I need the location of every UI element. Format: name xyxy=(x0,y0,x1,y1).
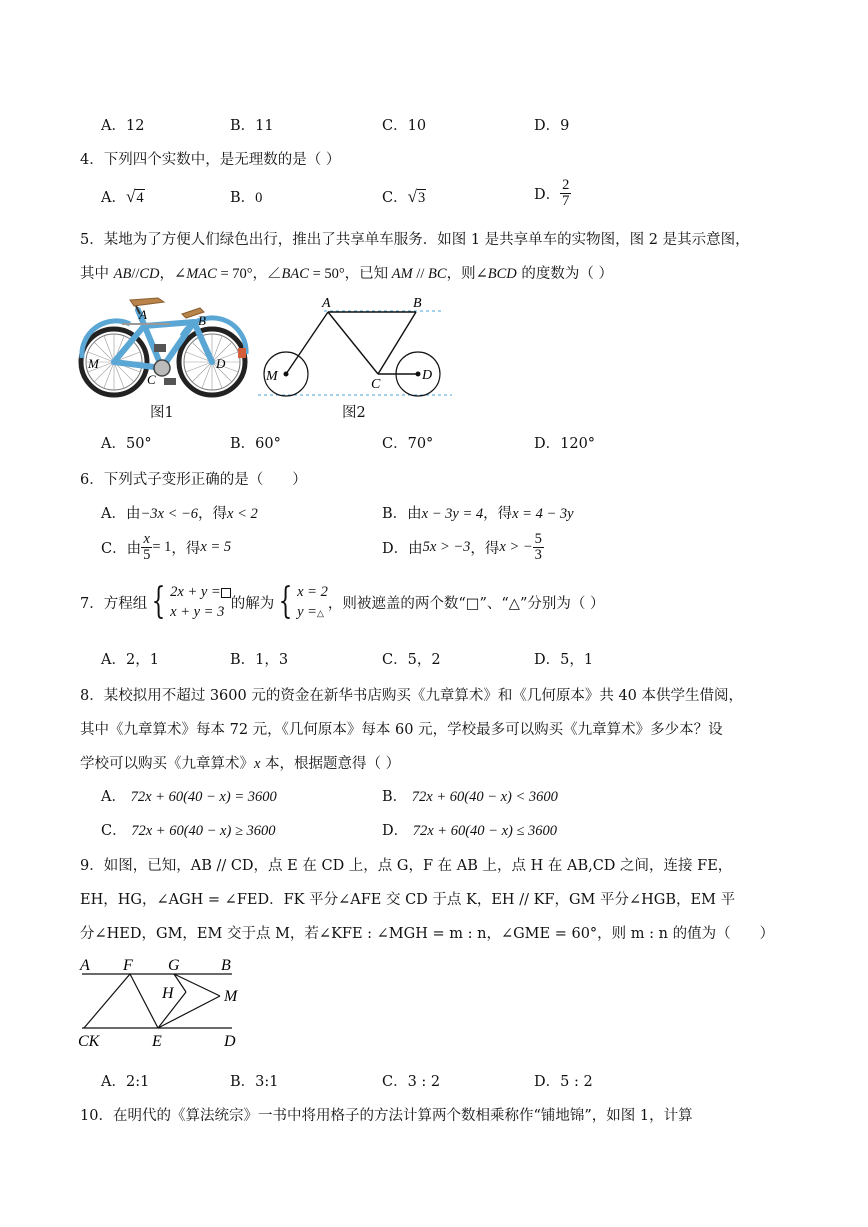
q3-option-b: B．11 xyxy=(230,118,274,134)
covered-square xyxy=(221,588,231,598)
q6-option-d: D．由5x > −3，得x > − $\frac{5}{3}$ xyxy=(382,531,542,564)
q5-option-c: C．70° xyxy=(382,436,434,452)
q9-label-g: G xyxy=(168,957,180,974)
fig2-label-b: B xyxy=(413,296,422,311)
q3-option-c: C．10 xyxy=(382,118,427,134)
q8-option-c: C． 72x + 60(40 − x) ≥ 3600 xyxy=(101,823,276,839)
fig1-label-a: A xyxy=(139,307,147,322)
q3-option-d: D．9 xyxy=(534,118,570,134)
fig1-label-m: M xyxy=(88,356,99,371)
q4-b-label: B． xyxy=(230,190,256,206)
fig2-caption: 图2 xyxy=(342,405,366,421)
q6-stem: 6．下列式子变形正确的是（ ） xyxy=(80,472,307,488)
q4-option-a: A．√4 xyxy=(101,187,144,206)
q9-option-c: C．3 : 2 xyxy=(382,1074,441,1090)
q4-d-label: D． xyxy=(534,187,561,204)
fig2-label-a: A xyxy=(322,296,331,311)
fig2-label-c: C xyxy=(371,377,381,392)
q4-option-d xyxy=(534,178,571,209)
q9-label-d: D xyxy=(224,1033,236,1050)
q8-line1: 8．某校拟用不超过 3600 元的资金在新华书店购买《九章算术》和《几何原本》共 40 本供学生借阅， xyxy=(80,688,744,704)
q9-label-h: H xyxy=(162,985,174,1002)
q7-option-d: D．5，1 xyxy=(534,652,594,668)
q8-line2: 其中《九章算术》每本 72 元，《几何原本》每本 60 元，学校最多可以购买《九章算术》多少本？设 xyxy=(80,722,723,738)
q4-d-denominator: 7 xyxy=(562,193,570,210)
fig2-label-m: M xyxy=(266,369,278,384)
fig1-label-d: D xyxy=(216,356,226,371)
q7-option-c: C．5，2 xyxy=(382,652,441,668)
q9-figure-lines xyxy=(82,974,232,1028)
q4-b-value: 0 xyxy=(255,190,263,206)
q9-label-b: B xyxy=(221,957,231,974)
q10-line1: 10．在明代的《算法统宗》一书中将用格子的方法计算两个数相乘称作“铺地锦”，如图 1，计算 xyxy=(80,1108,693,1124)
q4-c-value: 3 xyxy=(417,190,426,206)
q3-option-a: A．12 xyxy=(101,118,145,134)
bicycle-schematic xyxy=(256,292,456,400)
covered-triangle: △ xyxy=(316,607,324,618)
q9-option-a: A．2:1 xyxy=(101,1074,150,1090)
q8-line3: 学校可以购买《九章算术》x 本，根据题意得（ ） xyxy=(80,756,401,772)
q4-a-value: 4 xyxy=(136,190,144,206)
q8-option-d: D． 72x + 60(40 − x) ≤ 3600 xyxy=(382,823,558,839)
q9-label-a: A xyxy=(80,957,90,974)
q8-option-b: B． 72x + 60(40 − x) < 3600 xyxy=(382,789,558,805)
q5-option-b: B．60° xyxy=(230,436,281,452)
fig1-caption: 图1 xyxy=(150,405,174,421)
q4-c-label: C． xyxy=(382,190,408,206)
fig1-label-c: C xyxy=(147,372,156,387)
q9-line1: 9．如图，已知，AB // CD，点 E 在 CD 上，点 G，F 在 AB 上，点 H 在 AB,CD 之间，连接 FE， xyxy=(80,858,733,874)
q6-option-a: A．由−3x < −6，得x < 2 xyxy=(101,506,258,522)
q5-line2: 其中 AB//CD，∠MAC = 70°，∠BAC = 50°，已知 AM // BC，则∠BCD 的度数为（ ） xyxy=(80,266,613,282)
q6-option-c: C．由 $\frac{x}{5}$ = 1，得x = 5 xyxy=(101,531,232,564)
q7-stem: 7．方程组 { 2x + y = x + y = 3的解为 { x = 2 y =△，则被遮盖的两个数“□”、“△”分别为（ ） xyxy=(80,581,605,623)
q7-option-b: B．1，3 xyxy=(230,652,289,668)
q9-line2: EH，HG，∠AGH = ∠FED．FK 平分∠AFE 交 CD 于点 K，EH // KF，GM 平分∠HGB，EM 平 xyxy=(80,892,736,908)
q7-option-a: A．2，1 xyxy=(101,652,159,668)
q6-option-b: B．由x − 3y = 4，得x = 4 − 3y xyxy=(382,506,574,522)
bicycle-photo xyxy=(78,292,250,402)
q9-option-b: B．3:1 xyxy=(230,1074,279,1090)
fig1-label-b: B xyxy=(198,313,206,328)
q9-label-e: E xyxy=(152,1033,162,1050)
q4-d-numerator: 2 xyxy=(562,177,570,193)
q5-line1: 5．某地为了方便人们绿色出行，推出了共享单车服务．如图 1 是共享单车的实物图，图 2 是其示意图， xyxy=(80,232,750,248)
q9-label-ck: CK xyxy=(78,1033,100,1050)
q5-option-d: D．120° xyxy=(534,436,596,452)
q8-option-a: A． 72x + 60(40 − x) = 3600 xyxy=(101,789,277,805)
q4-option-c: C．√3 xyxy=(382,187,426,206)
fig2-label-d: D xyxy=(422,368,433,383)
q4-stem: 4．下列四个实数中，是无理数的是（ ） xyxy=(80,152,341,168)
q9-figure xyxy=(76,950,246,1050)
q9-label-f: F xyxy=(123,957,133,974)
q9-line3: 分∠HED，GM，EM 交于点 M，若∠KFE : ∠MGH = m : n，∠GME = 60°，则 m : n 的值为（ ） xyxy=(80,926,775,942)
q4-a-label: A． xyxy=(101,190,126,206)
q9-option-d: D．5 : 2 xyxy=(534,1074,593,1090)
q9-label-m: M xyxy=(224,988,238,1005)
q4-option-b xyxy=(230,186,262,207)
q5-option-a: A．50° xyxy=(101,436,152,452)
